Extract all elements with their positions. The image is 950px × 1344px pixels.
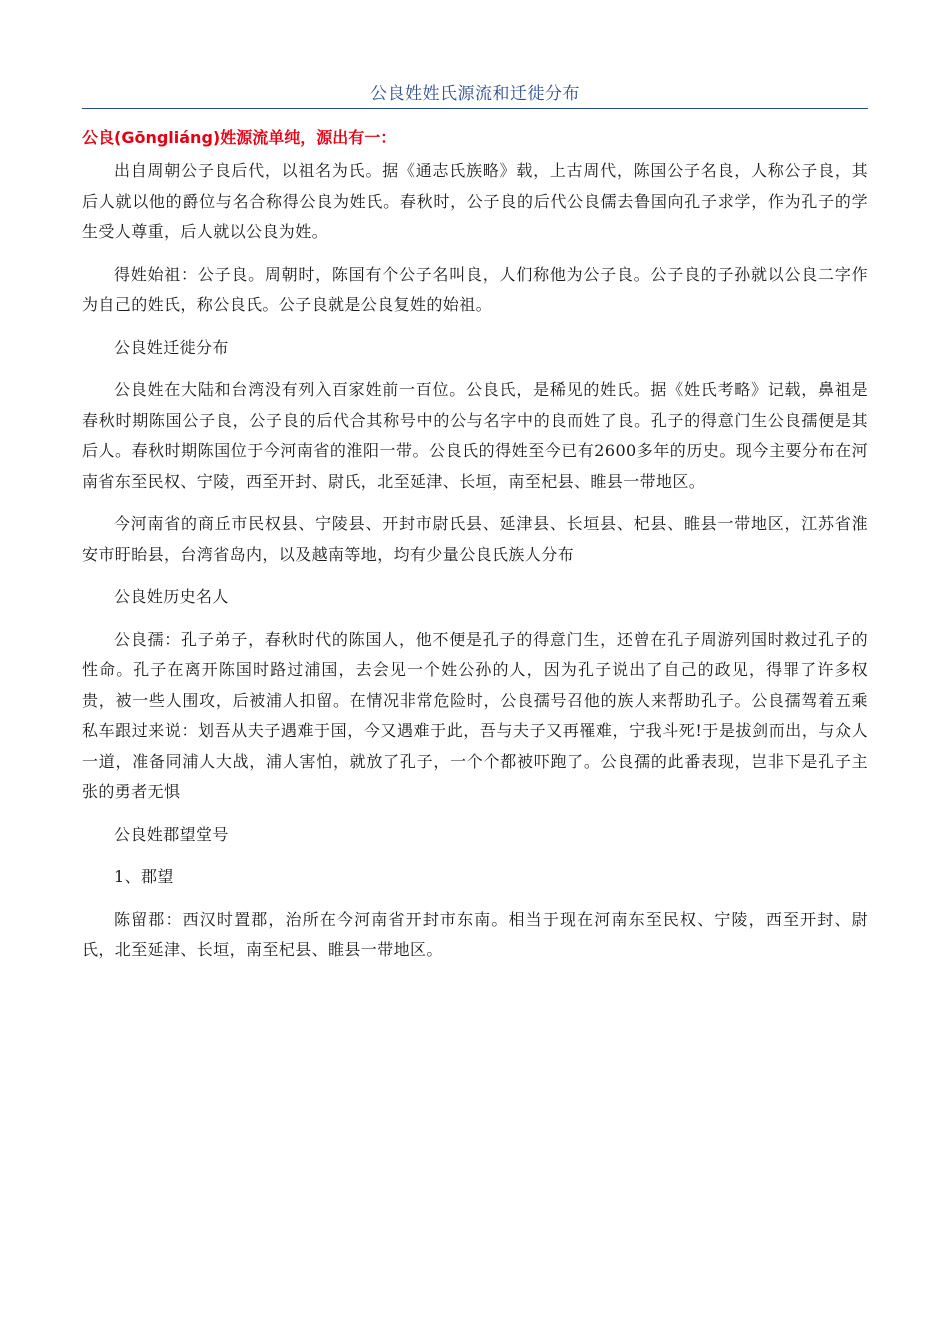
heading-migration: 公良姓迁徙分布 — [114, 337, 229, 357]
paragraph-famous-people: 公良孺：孔子弟子，春秋时代的陈国人，他不便是孔子的得意门生，还曾在孔子周游列国时救过孔子的性命。孔子在离开陈国时路过浦国，去会见一个姓公孙的人，因为孔子说出了自己的政见，得罪了许多权贵，被一些人围攻，后被浦人扣留。在情况非常危险时，公良孺号召他的族人来帮助孔子。公良孺驾着五乘私车跟过来说：划吾从夫子遇难于国，今又遇难于此，吾与夫子又再罹难，宁我斗死!于是拔剑而出，与众人一道，准备同浦人大战，浦人害怕，就放了孔子，一个个都被吓跑了。公良孺的此番表现，岂非下是孔子主张的勇者无惧 — [82, 629, 868, 801]
paragraph-chenliu: 陈留郡：西汉时置郡，治所在今河南省开封市东南。相当于现在河南东至民权、宁陵，西至开封、尉氏，北至延津、长垣，南至杞县、睢县一带地区。 — [82, 909, 868, 959]
paragraph-origin: 出自周朝公子良后代，以祖名为氏。据《通志氏族略》载，上古周代，陈国公子名良，人称公子良，其后人就以他的爵位与名合称得公良为姓氏。春秋时，公子良的后代公良儒去鲁国向孔子求学，作为孔子的学生受人尊重，后人就以公良为姓。 — [82, 161, 868, 241]
heading-commandery: 公良姓郡望堂号 — [114, 824, 229, 844]
document-body — [82, 126, 868, 978]
paragraph-migration: 公良姓在大陆和台湾没有列入百家姓前一百位。公良氏，是稀见的姓氏。据《姓氏考略》记载，鼻祖是春秋时期陈国公子良，公子良的后代合其称号中的公与名字中的良而姓了良。孔子的得意门生公良孺便是其后人。春秋时期陈国位于今河南省的淮阳一带。公良氏的得姓至今已有2600多年的历史。现今主要分布在河南省东至民权、宁陵，西至开封、尉氏，北至延津、长垣，南至杞县、睢县一带地区。 — [82, 380, 868, 491]
title-underline — [82, 108, 868, 109]
paragraph-ancestor: 得姓始祖：公子良。周朝时，陈国有个公子名叫良，人们称他为公子良。公子良的子孙就以公良二字作为自己的姓氏，称公良氏。公子良就是公良复姓的始祖。 — [82, 264, 868, 314]
section-subtitle: 公良(Gōngliáng)姓源流单纯，源出有一： — [82, 128, 397, 147]
paragraph-distribution: 今河南省的商丘市民权县、宁陵县、开封市尉氏县、延津县、长垣县、杞县、睢县一带地区，江苏省淮安市盱眙县，台湾省岛内，以及越南等地，均有少量公良氏族人分布 — [82, 514, 868, 564]
heading-famous-people: 公良姓历史名人 — [114, 587, 229, 606]
heading-junwang: 1、郡望 — [114, 867, 174, 886]
document-title: 公良姓姓氏源流和迁徙分布 — [370, 84, 580, 104]
